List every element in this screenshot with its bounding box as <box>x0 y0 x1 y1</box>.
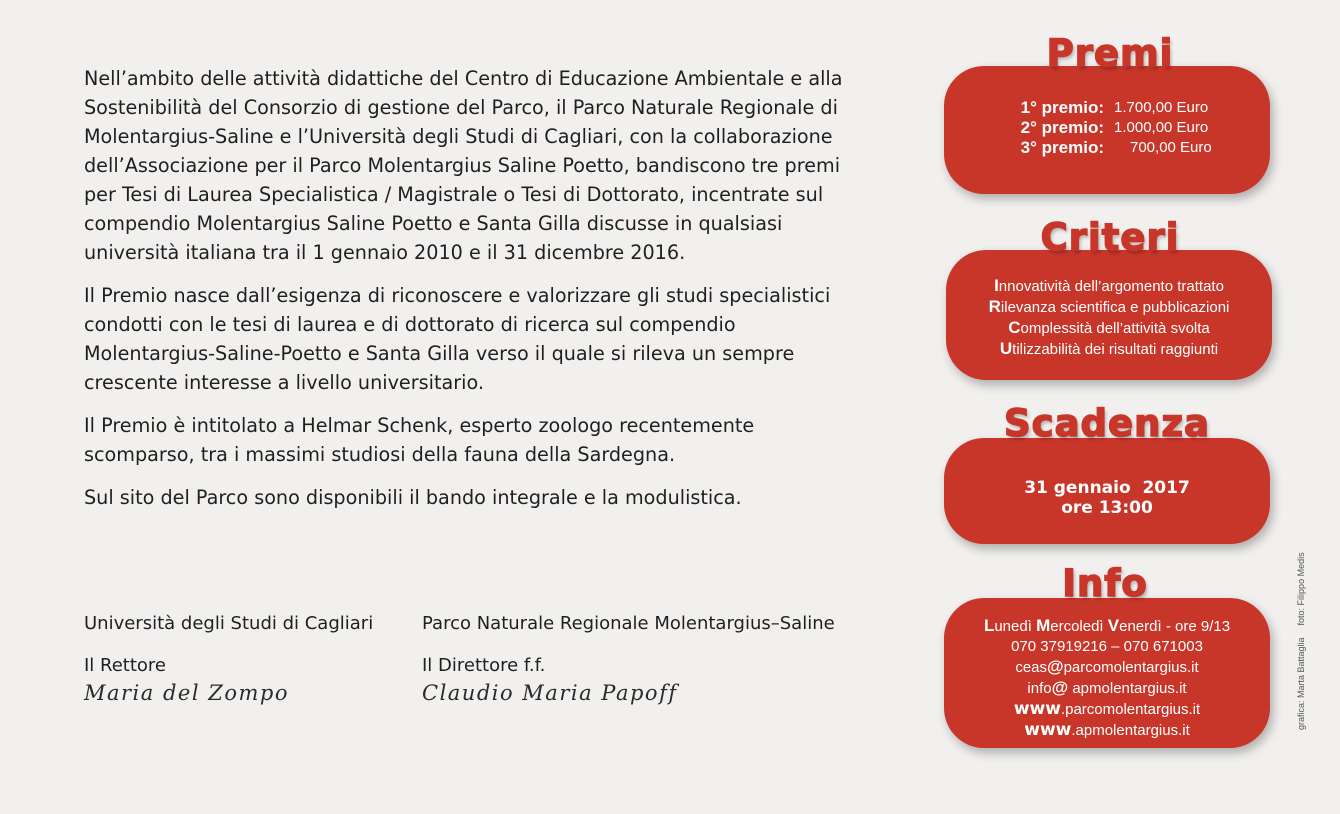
credit-photo: foto: Filippo Medis <box>1296 552 1306 626</box>
info-phones: 070 37919216 – 070 671003 <box>1011 638 1203 655</box>
paragraph-purpose: Il Premio nasce dall’esigenza di riconoscere e valorizzare gli studi specialistici condotti con le tesi di laurea e di dottorato di ricerca sul compendio Molentargius-Saline-Poetto e Santa Gilla verso il quale si rileva un sempre crescente interesse a livello universitario. <box>84 284 831 394</box>
paragraph-dedication: Il Premio è intitolato a Helmar Schenk, esperto zoologo recentemente scomparso, tra i massimi studiosi della fauna della Sardegna. <box>84 414 755 466</box>
info-website-parco[interactable]: www.parcomolentargius.it <box>1013 699 1201 719</box>
signature-institution: Parco Naturale Regionale Molentargius–Saline <box>422 613 835 634</box>
signature-role: Il Rettore <box>84 655 167 676</box>
premi-title: Premi <box>1046 32 1174 75</box>
signature-institution: Università degli Studi di Cagliari <box>84 613 374 634</box>
scadenza-time: ore 13:00 <box>1061 498 1153 518</box>
info-website-ap[interactable]: www.apmolentargius.it <box>1024 720 1190 740</box>
credit-design: grafica: Marta Battaglia <box>1296 637 1306 730</box>
body-text <box>84 64 844 526</box>
premio-1-amount: 1.700,00 Euro <box>1114 99 1209 116</box>
signature-park <box>422 612 835 708</box>
premio-1-label: 1° premio: <box>1020 98 1104 117</box>
scadenza-box <box>944 438 1270 544</box>
info-email-ceas[interactable]: ceas@parcomolentargius.it <box>1015 657 1199 676</box>
signature-name: Maria del Zompo <box>84 681 289 705</box>
signature-name: Claudio Maria Papoff <box>422 681 678 705</box>
criterio-complessita: Complessità dell’attività svolta <box>1008 318 1210 337</box>
premio-2-amount: 1.000,00 Euro <box>1114 119 1209 136</box>
scadenza-title: Scadenza <box>1004 402 1210 445</box>
info-title: Info <box>1062 562 1148 605</box>
info-hours: Lunedì Mercoledì Venerdì - ore 9/13 <box>983 616 1231 635</box>
criteri-box <box>946 250 1272 380</box>
criteri-title: Criteri <box>1040 216 1180 259</box>
info-box <box>944 598 1270 748</box>
signature-university <box>84 612 373 708</box>
credits <box>1296 540 1306 730</box>
info-email-info[interactable]: info@ apmolentargius.it <box>1027 678 1187 697</box>
premio-3-label: 3° premio: <box>1020 138 1104 157</box>
criterio-rilevanza: Rilevanza scientifica e pubblicazioni <box>988 297 1230 316</box>
premio-3-amount: 700,00 Euro <box>1130 139 1212 156</box>
criterio-innovativita: Innovatività dell’argomento trattato <box>994 276 1224 295</box>
premio-2-label: 2° premio: <box>1020 118 1104 137</box>
paragraph-intro: Nell’ambito delle attività didattiche del Centro di Educazione Ambientale e alla Sostenibilità del Consorzio di gestione del Parco, il Parco Naturale Regionale di Molentargius-Saline e l’Università degli Studi di Cagliari, con la collaborazione dell’Associazione per il Parco Molentargius Saline Poetto, bandiscono tre premi per Tesi di Laurea Specialistica / Magistrale o Tesi di Dottorato, incentrate sul compendio Molentargius Saline Poetto e Santa Gilla discusse in qualsiasi università italiana tra il 1 gennaio 2010 e il 31 dicembre 2016. <box>84 67 843 264</box>
signature-role: Il Direttore f.f. <box>422 655 546 676</box>
premi-box <box>944 66 1270 194</box>
paragraph-website: Sul sito del Parco sono disponibili il bando integrale e la modulistica. <box>84 486 742 509</box>
scadenza-date: 31 gennaio 2017 <box>1024 478 1190 498</box>
criterio-utilizzabilita: Utilizzabilità dei risultati raggiunti <box>999 339 1219 358</box>
